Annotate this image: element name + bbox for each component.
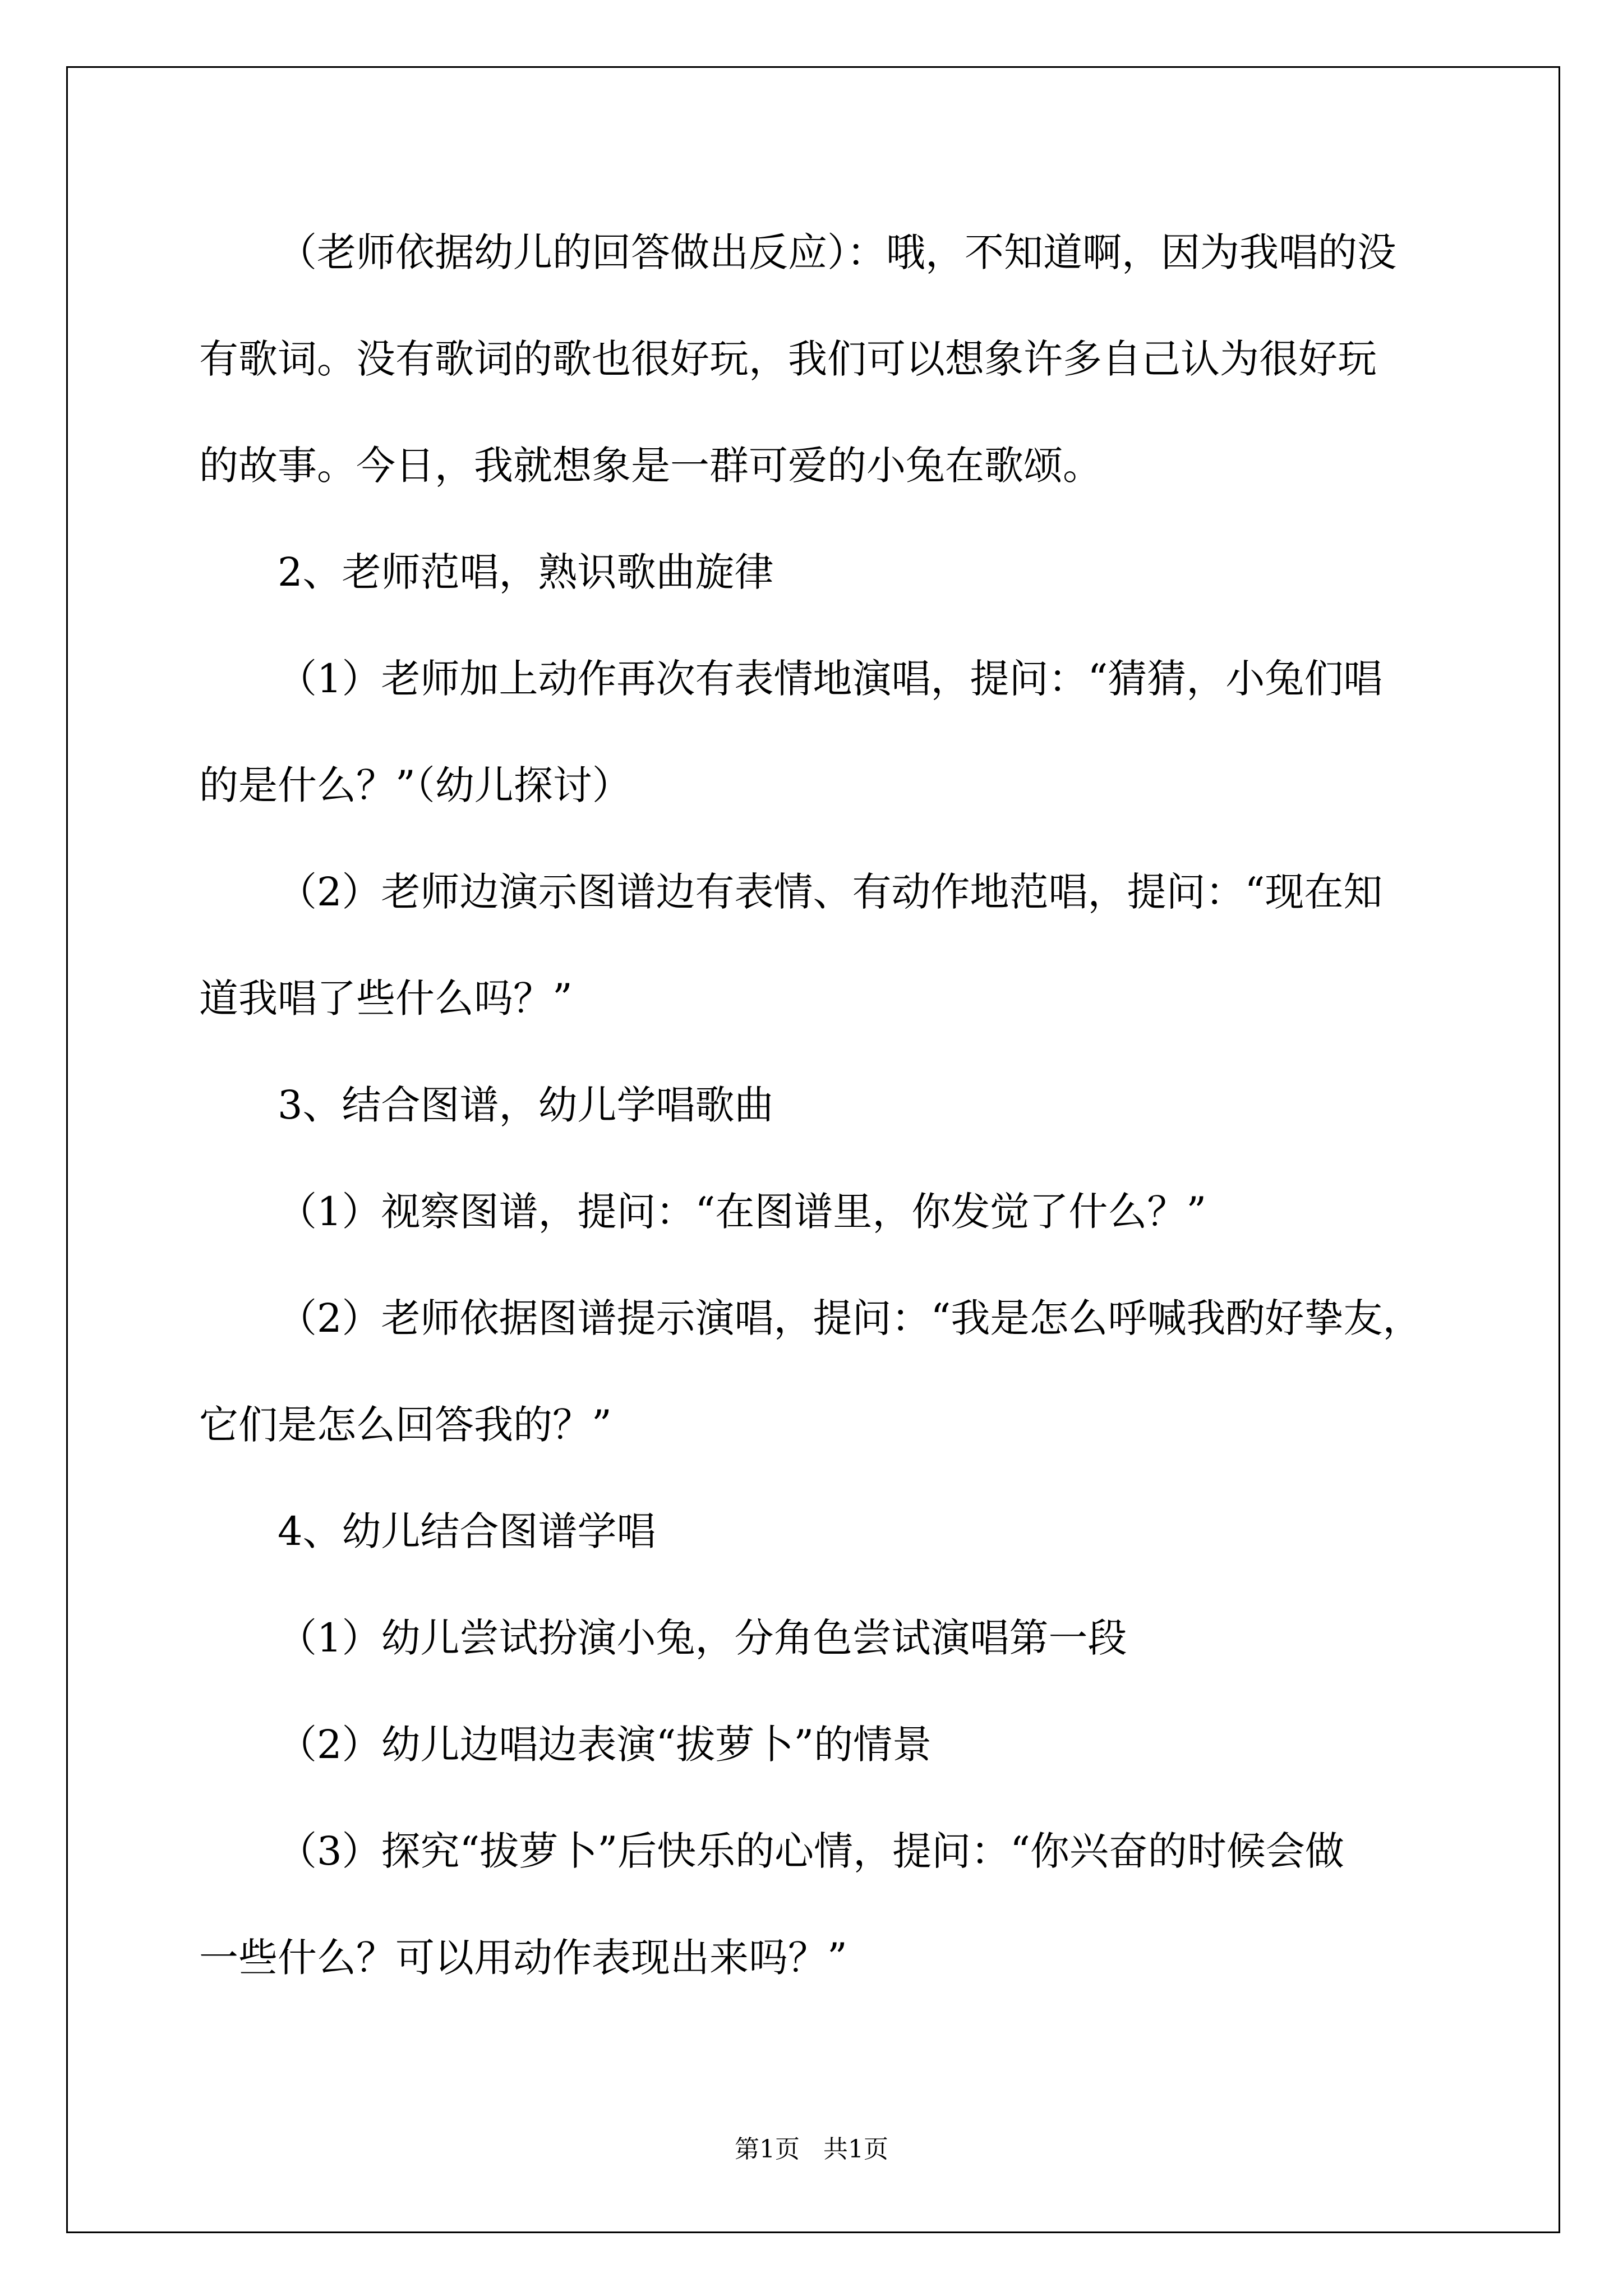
paragraph-line: （1）幼儿尝试扮演小兔，分角色尝试演唱第一段 (278, 1615, 1127, 1661)
paragraph-line: （2）老师依据图谱提示演唱，提问：“我是怎么呼喊我酌好挚友， (278, 1295, 1422, 1341)
paragraph-line: 它们是怎么回答我的？” (199, 1402, 612, 1448)
paragraph-line: （老师依据幼儿的回答做出反应）：哦，不知道啊，因为我唱的没 (278, 229, 1396, 275)
page-border (66, 66, 1560, 2233)
paragraph-line: 一些什么？可以用动作表现出来吗？” (199, 1935, 847, 1981)
paragraph-line: （1）老师加上动作再次有表情地演唱，提问：“猜猜，小兔们唱 (278, 656, 1383, 702)
section-heading: 4、幼儿结合图谱学唱 (278, 1508, 656, 1554)
paragraph-line: 的故事。今日，我就想象是一群可爱的小兔在歌颂。 (199, 443, 1102, 489)
paragraph-line: 道我唱了些什么吗？” (199, 976, 573, 1022)
paragraph-line: 的是什么？”（幼儿探讨） (199, 762, 631, 808)
paragraph-line: （3）探究“拔萝卜”后快乐的心情，提问：“你兴奋的时候会做 (278, 1828, 1344, 1874)
section-heading: 3、结合图谱，幼儿学唱歌曲 (278, 1082, 774, 1128)
paragraph-line: （2）老师边演示图谱边有表情、有动作地范唱，提问：“现在知 (278, 869, 1383, 915)
paragraph-line: （1）视察图谱，提问：“在图谱里，你发觉了什么？” (278, 1189, 1207, 1235)
section-heading: 2、老师范唱，熟识歌曲旋律 (278, 549, 774, 595)
paragraph-line: （2）幼儿边唱边表演“拔萝卜”的情景 (278, 1722, 932, 1768)
paragraph-line: 有歌词。没有歌词的歌也很好玩，我们可以想象许多自己认为很好玩 (199, 336, 1377, 382)
page-footer: 第1页 共1页 (735, 2135, 888, 2164)
